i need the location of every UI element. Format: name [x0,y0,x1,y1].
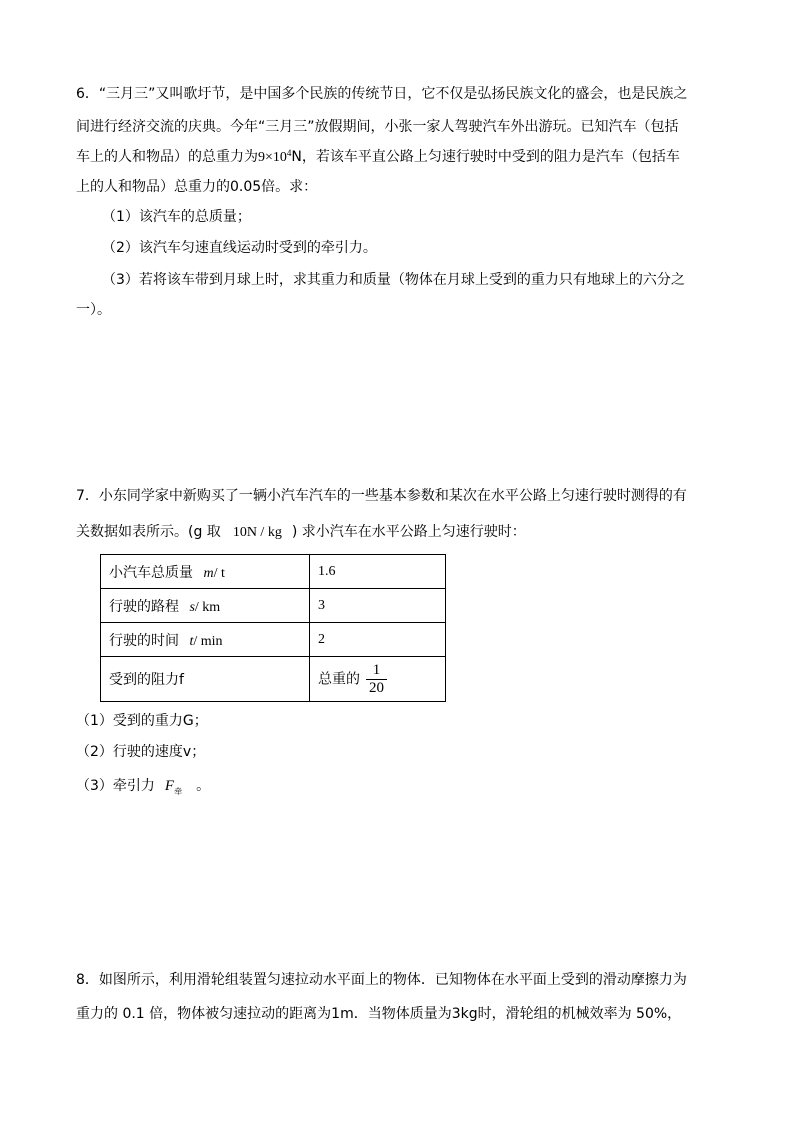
q7-sub-1: （1）受到的重力G； [76,713,208,729]
vehicle-parameters-table [100,554,446,702]
q6-sub-1: （1）该汽车的总质量； [102,209,251,225]
q8-line-1: 8．如图所示，利用滑轮组装置匀速拉动水平面上的物体．已知物体在水平面上受到的滑动摩擦力为 [76,972,687,988]
q8-line-2: 重力的 0.1 倍，物体被匀速拉动的距离为1m．当物体质量为3kg时，滑轮组的机械效率为 50%， [76,1006,682,1022]
fraction: $\frac{1}{20}$ [366,662,387,697]
q7-sub-2: （2）行驶的速度v； [76,744,206,760]
q6-sub-2: （2）该汽车匀速直线运动时受到的牵引力。 [102,240,377,256]
table-row: 行驶的时间 t/ min 2 [101,623,446,657]
q6-sub-3: （3）若将该车带到月球上时，求其重力和质量（物体在月球上受到的重力只有地球上的六分之 [102,272,685,288]
table-row: 受到的阻力f 总重的 $\frac{1}{20}$ [101,657,446,702]
q6-line-3: 车上的人和物品）的总重力为$9\times 10^4N$，若该车平直公路上匀速行驶时中受到的阻力是汽车（包括车 [76,148,680,165]
q7-line-2: 关数据如表所示。(g 取 10N / kg ) 求小汽车在水平公路上匀速行驶时： [76,524,526,540]
table-row: 小汽车总质量 m/ t 1.6 [101,555,446,589]
q7-line-1: 7．小东同学家中新购买了一辆小汽车汽车的一些基本参数和某次在水平公路上匀速行驶时测得的有 [76,488,687,504]
q6-line-2: 间进行经济交流的庆典。今年“三月三”放假期间，小张一家人驾驶汽车外出游玩。已知汽车（包括 [76,119,679,135]
q6-line-4: 上的人和物品）总重力的0.05倍。求： [76,179,318,195]
q6-sub-3-cont: 一）。 [76,302,111,318]
q7-sub-3: （3）牵引力 $F_牵$ 。 [76,778,211,796]
q6-line-1: 6．“三月三”又叫歌圩节，是中国多个民族的传统节日，它不仅是弘扬民族文化的盛会，也是民族之 [76,86,688,102]
table-row: 行驶的路程 s/ km 3 [101,589,446,623]
